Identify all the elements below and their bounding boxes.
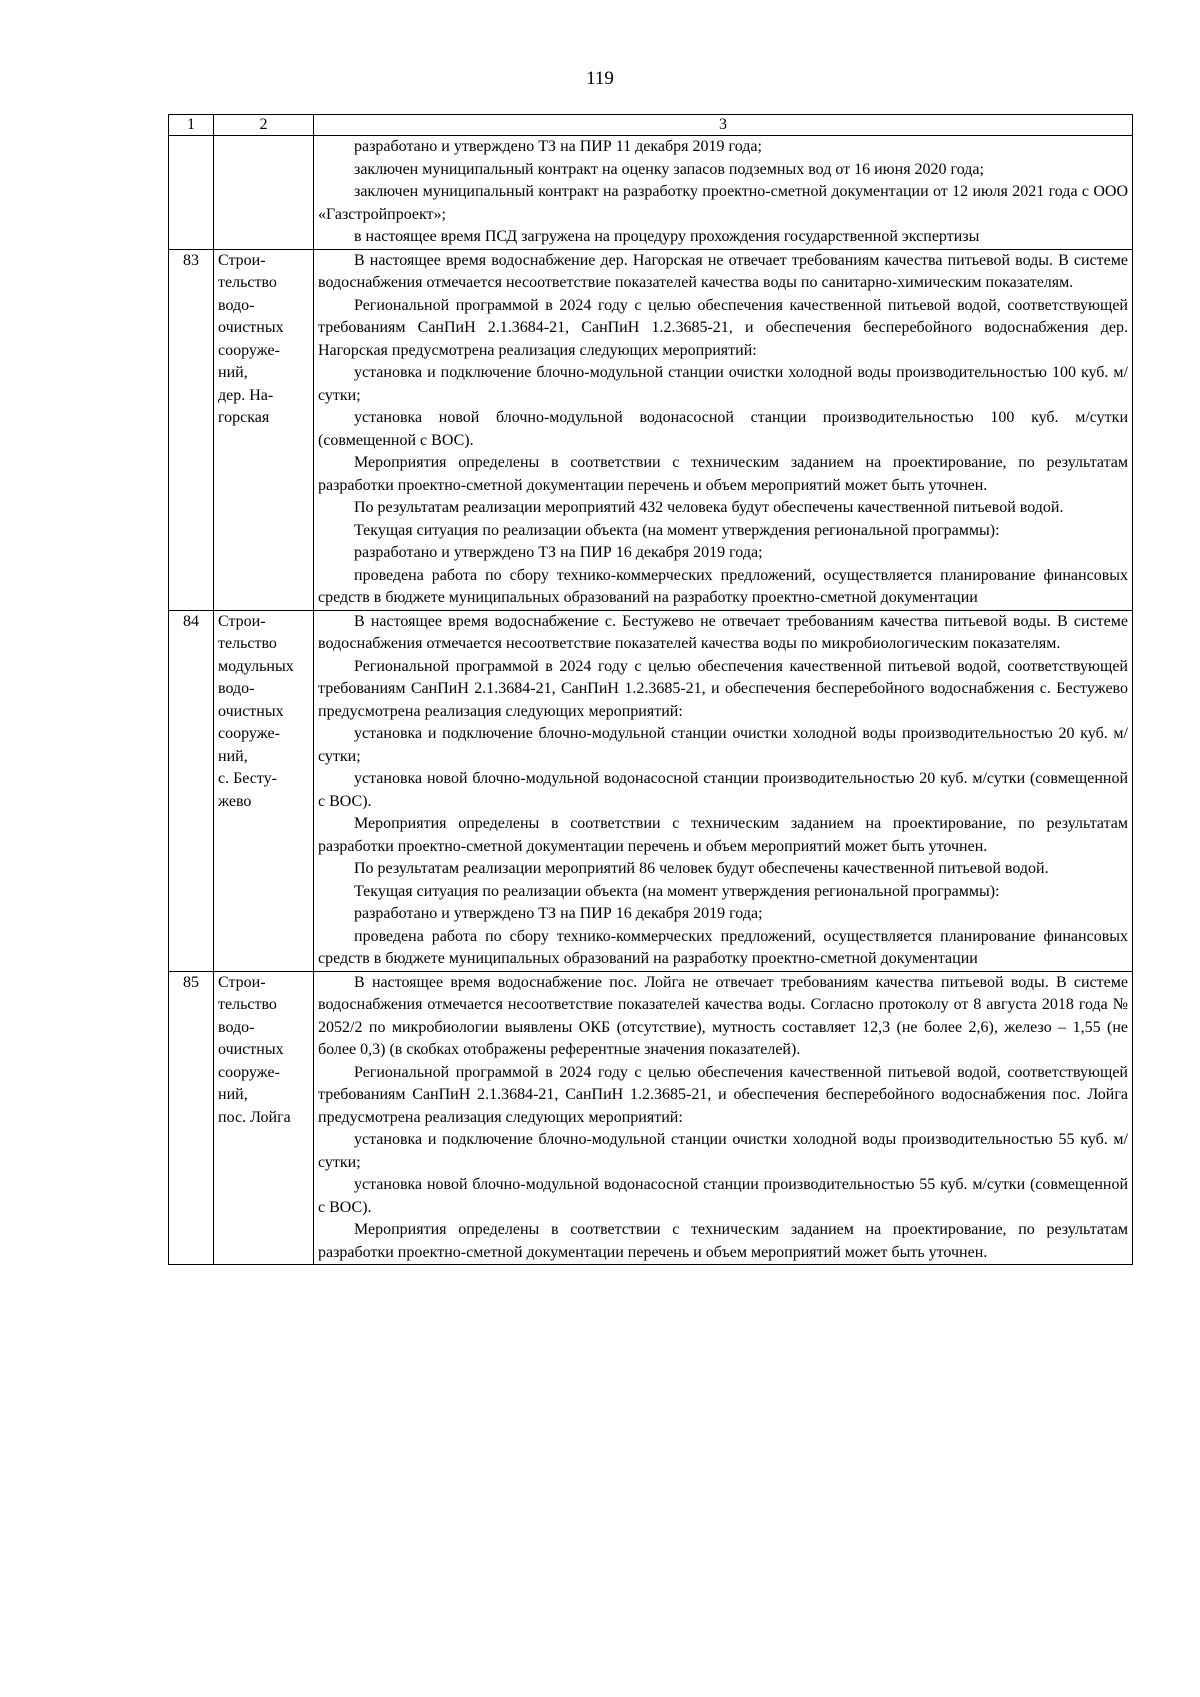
object-name-line: водо- — [218, 680, 255, 697]
object-name-line: сооруже- — [218, 725, 280, 742]
description-paragraph: Текущая ситуация по реализации объекта (на момент утверждения региональной программы): — [354, 521, 1000, 539]
object-name-line: ний, — [218, 1086, 248, 1103]
object-name-cell — [214, 610, 314, 971]
description-paragraph: установка и подключение блочно-модульной станции очистки холодной воды производительностью 20 куб. м/сутки; — [318, 725, 1128, 765]
object-name-cell — [214, 136, 314, 250]
object-name-line: тельство — [218, 996, 277, 1013]
description-paragraph: В настоящее время водоснабжение дер. Нагорская не отвечает требованиям качества питьевой воды. В системе водоснабжения отмечается несоответствие показателей качества воды по санитарно-химическим показателям. — [318, 251, 1128, 291]
object-name-line: очистных — [218, 319, 284, 336]
object-name-line: модульных — [218, 657, 294, 675]
description-paragraph: Текущая ситуация по реализации объекта (на момент утверждения региональной программы): — [354, 882, 1000, 900]
description-cell — [314, 610, 1133, 971]
object-name-line: пос. Лойга — [218, 1108, 291, 1126]
row-number-cell — [169, 136, 214, 250]
row-number-cell: 83 — [169, 249, 214, 610]
description-paragraph: По результатам реализации мероприятий 432 человека будут обеспечены качественной питьевой водой. — [354, 499, 1064, 516]
table-row — [169, 971, 1133, 1265]
description-paragraph: Мероприятия определены в соответствии с техническим заданием на проектирование, по результатам разработки проектно-сметной документации перечень и объем мероприятий может быть уточнен. — [318, 454, 1128, 494]
continuation-line: в настоящее время ПСД загружена на процедуру прохождения государственной экспертизы — [354, 228, 980, 245]
object-name-line: ний, — [218, 364, 248, 381]
object-name-line: жево — [218, 792, 252, 810]
description-paragraph: Мероприятия определены в соответствии с техническим заданием на проектирование, по результатам разработки проектно-сметной документации перечень и объем мероприятий может быть уточнен. — [318, 815, 1128, 855]
object-name-line: горская — [218, 409, 270, 426]
continuation-line: разработано и утверждено ТЗ на ПИР 11 декабря 2019 года; — [354, 138, 762, 155]
description-paragraph: Региональной программой в 2024 году с целью обеспечения качественной питьевой водой, соответствующей требованиям СанПиН 2.1.3684-21, СанПиН 1.2.3685-21, и обеспечения бесперебойного водоснабжения дер. Нагорская предусмотрена реализация следующих мероприятий: — [318, 296, 1128, 359]
header-col-description: 3 — [314, 115, 1133, 136]
object-name-line: тельство — [218, 274, 277, 291]
row-number-cell: 85 — [169, 971, 214, 1265]
header-col-object: 2 — [214, 115, 314, 136]
continuation-line: заключен муниципальный контракт на оценку запасов подземных вод от 16 июня 2020 года; — [354, 160, 984, 178]
header-col-number: 1 — [169, 115, 214, 136]
description-paragraph: установка новой блочно-модульной водонасосной станции производительностью 20 куб. м/сутки (совмещенной с ВОС). — [318, 770, 1128, 810]
object-name-line: водо- — [218, 1018, 255, 1036]
table-row — [169, 249, 1133, 610]
object-name-line: с. Бесту- — [218, 770, 277, 787]
description-paragraph: разработано и утверждено ТЗ на ПИР 16 декабря 2019 года; — [354, 905, 763, 922]
description-cell — [314, 249, 1133, 610]
object-name-line: очистных — [218, 1041, 284, 1058]
table-row — [169, 610, 1133, 971]
object-name-line: водо- — [218, 296, 255, 314]
table-body — [169, 136, 1133, 1265]
description-cell — [314, 136, 1133, 250]
table-row-continuation — [169, 136, 1133, 250]
object-name-line: Строи- — [218, 251, 266, 269]
table-header-row — [169, 115, 1133, 136]
description-paragraph: разработано и утверждено ТЗ на ПИР 16 декабря 2019 года; — [354, 544, 763, 561]
description-paragraph: установка новой блочно-модульной водонасосной станции производительностью 100 куб. м/сутки (совмещенной с ВОС). — [318, 409, 1128, 449]
object-name-line: Строи- — [218, 973, 266, 991]
row-number-cell: 84 — [169, 610, 214, 971]
object-name-line: тельство — [218, 635, 277, 652]
object-name-cell — [214, 249, 314, 610]
description-paragraph: В настоящее время водоснабжение пос. Лойга не отвечает требованиям качества питьевой воды. В системе водоснабжения отмечается несоответствие показателей качества воды. Согласно протоколу от 8 августа 2018 года № 2052/2 по микробиологии выявлены ОКБ (отсутствие), мутность составляет 12,3 (не более 2,6), железо – 1,55 (не более 0,3) (в скобках отображены референтные значения показателей). — [318, 973, 1128, 1058]
description-paragraph: Мероприятия определены в соответствии с техническим заданием на проектирование, по результатам разработки проектно-сметной документации перечень и объем мероприятий может быть уточнен. — [318, 1221, 1128, 1261]
object-name-line: сооруже- — [218, 1063, 280, 1081]
description-paragraph: Региональной программой в 2024 году с целью обеспечения качественной питьевой водой, соответствующей требованиям СанПиН 2.1.3684-21, СанПиН 1.2.3685-21, и обеспечения бесперебойного водоснабжения пос. Лойга предусмотрена реализация следующих мероприятий: — [318, 1063, 1128, 1126]
continuation-line: заключен муниципальный контракт на разработку проектно-сметной документации от 12 июля 2021 года с ООО «Газстройпроект»; — [318, 183, 1128, 223]
object-name-line: ний, — [218, 747, 248, 765]
object-name-cell — [214, 971, 314, 1265]
description-paragraph: установка и подключение блочно-модульной станции очистки холодной воды производительностью 55 куб. м/сутки; — [318, 1131, 1128, 1171]
object-name-line: Строи- — [218, 612, 266, 630]
description-paragraph: В настоящее время водоснабжение с. Бестужево не отвечает требованиям качества питьевой воды. В системе водоснабжения отмечается несоответствие показателей качества воды по микробиологическим показателям. — [318, 612, 1128, 652]
description-paragraph: установка новой блочно-модульной водонасосной станции производительностью 55 куб. м/сутки (совмещенной с ВОС). — [318, 1176, 1128, 1216]
object-name-line: дер. На- — [218, 386, 274, 404]
description-paragraph: установка и подключение блочно-модульной станции очистки холодной воды производительностью 100 куб. м/сутки; — [318, 364, 1128, 404]
description-paragraph: проведена работа по сбору технико-коммерческих предложений, осуществляется планирование финансовых средств в бюджете муниципальных образований на разработку проектно-сметной документации — [318, 927, 1128, 967]
description-paragraph: Региональной программой в 2024 году с целью обеспечения качественной питьевой водой, соответствующей требованиям СанПиН 2.1.3684-21, СанПиН 1.2.3685-21, и обеспечения бесперебойного водоснабжения с. Бестужево предусмотрена реализация следующих мероприятий: — [318, 657, 1128, 720]
description-paragraph: проведена работа по сбору технико-коммерческих предложений, осуществляется планирование финансовых средств в бюджете муниципальных образований на разработку проектно-сметной документации — [318, 566, 1128, 606]
object-name-line: сооруже- — [218, 341, 280, 359]
description-cell — [314, 971, 1133, 1265]
page-number: 119 — [586, 68, 614, 89]
program-table — [168, 114, 1133, 1265]
object-name-line: очистных — [218, 702, 284, 720]
description-paragraph: По результатам реализации мероприятий 86 человек будут обеспечены качественной питьевой водой. — [354, 860, 1049, 877]
